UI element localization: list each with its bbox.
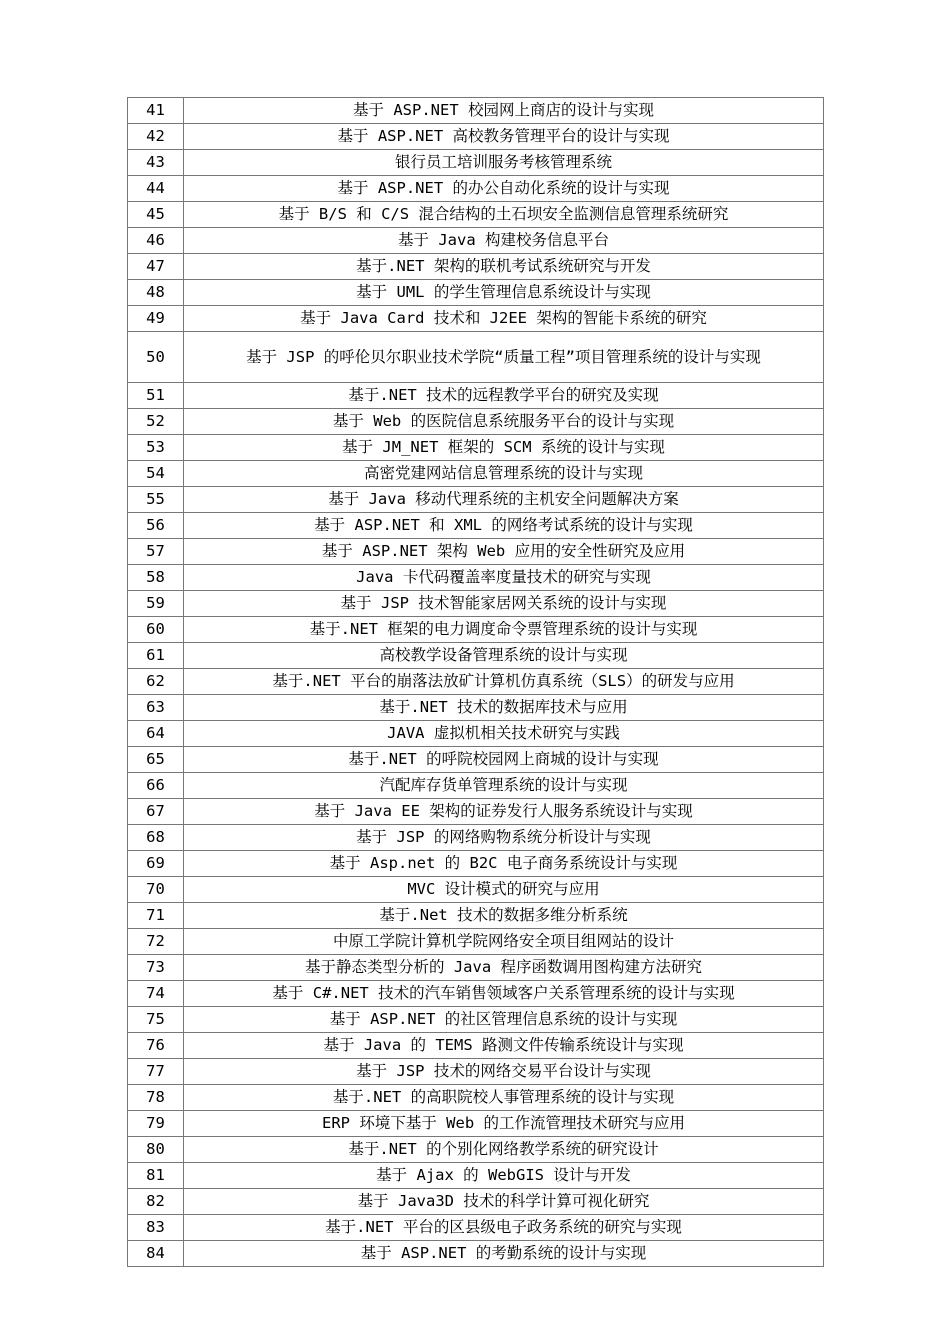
thesis-title: 基于.NET 的呼院校园网上商城的设计与实现 bbox=[184, 747, 824, 773]
thesis-title: JAVA 虚拟机相关技术研究与实践 bbox=[184, 721, 824, 747]
table-row bbox=[128, 435, 824, 461]
table-row bbox=[128, 747, 824, 773]
table-row bbox=[128, 1241, 824, 1267]
row-number: 44 bbox=[128, 176, 184, 202]
table-row bbox=[128, 981, 824, 1007]
row-number: 46 bbox=[128, 228, 184, 254]
row-number: 60 bbox=[128, 617, 184, 643]
thesis-title: 基于 ASP.NET 校园网上商店的设计与实现 bbox=[184, 98, 824, 124]
table-row bbox=[128, 150, 824, 176]
row-number: 79 bbox=[128, 1111, 184, 1137]
thesis-title: 基于.NET 平台的区县级电子政务系统的研究与实现 bbox=[184, 1215, 824, 1241]
thesis-title: 基于 Java 的 TEMS 路测文件传输系统设计与实现 bbox=[184, 1033, 824, 1059]
table-row bbox=[128, 929, 824, 955]
thesis-title: 基于 JM_NET 框架的 SCM 系统的设计与实现 bbox=[184, 435, 824, 461]
row-number: 42 bbox=[128, 124, 184, 150]
thesis-title: 基于 ASP.NET 和 XML 的网络考试系统的设计与实现 bbox=[184, 513, 824, 539]
thesis-title: 基于.NET 技术的数据库技术与应用 bbox=[184, 695, 824, 721]
row-number: 71 bbox=[128, 903, 184, 929]
thesis-title: 基于 ASP.NET 高校教务管理平台的设计与实现 bbox=[184, 124, 824, 150]
row-number: 59 bbox=[128, 591, 184, 617]
row-number: 70 bbox=[128, 877, 184, 903]
table-row bbox=[128, 721, 824, 747]
table-row bbox=[128, 955, 824, 981]
thesis-title: 基于 UML 的学生管理信息系统设计与实现 bbox=[184, 280, 824, 306]
row-number: 53 bbox=[128, 435, 184, 461]
thesis-title: 基于 ASP.NET 的社区管理信息系统的设计与实现 bbox=[184, 1007, 824, 1033]
table-row bbox=[128, 539, 824, 565]
row-number: 41 bbox=[128, 98, 184, 124]
thesis-title: 高密党建网站信息管理系统的设计与实现 bbox=[184, 461, 824, 487]
row-number: 49 bbox=[128, 306, 184, 332]
row-number: 72 bbox=[128, 929, 184, 955]
thesis-title: 基于 B/S 和 C/S 混合结构的土石坝安全监测信息管理系统研究 bbox=[184, 202, 824, 228]
row-number: 52 bbox=[128, 409, 184, 435]
table-row bbox=[128, 643, 824, 669]
table-row bbox=[128, 695, 824, 721]
row-number: 43 bbox=[128, 150, 184, 176]
table-row bbox=[128, 306, 824, 332]
thesis-title: 基于 JSP 的呼伦贝尔职业技术学院“质量工程”项目管理系统的设计与实现 bbox=[184, 332, 824, 383]
table-row bbox=[128, 332, 824, 383]
thesis-title: 基于 Java3D 技术的科学计算可视化研究 bbox=[184, 1189, 824, 1215]
thesis-title: 基于 ASP.NET 架构 Web 应用的安全性研究及应用 bbox=[184, 539, 824, 565]
row-number: 80 bbox=[128, 1137, 184, 1163]
row-number: 57 bbox=[128, 539, 184, 565]
row-number: 63 bbox=[128, 695, 184, 721]
table-row bbox=[128, 461, 824, 487]
row-number: 81 bbox=[128, 1163, 184, 1189]
table-row bbox=[128, 565, 824, 591]
table-row bbox=[128, 1007, 824, 1033]
thesis-title: 中原工学院计算机学院网络安全项目组网站的设计 bbox=[184, 929, 824, 955]
thesis-title: 基于静态类型分析的 Java 程序函数调用图构建方法研究 bbox=[184, 955, 824, 981]
row-number: 74 bbox=[128, 981, 184, 1007]
thesis-title: 基于 JSP 技术的网络交易平台设计与实现 bbox=[184, 1059, 824, 1085]
row-number: 76 bbox=[128, 1033, 184, 1059]
table-row bbox=[128, 280, 824, 306]
thesis-title: 基于.Net 技术的数据多维分析系统 bbox=[184, 903, 824, 929]
row-number: 69 bbox=[128, 851, 184, 877]
thesis-title: 高校教学设备管理系统的设计与实现 bbox=[184, 643, 824, 669]
row-number: 48 bbox=[128, 280, 184, 306]
thesis-title: 基于 Ajax 的 WebGIS 设计与开发 bbox=[184, 1163, 824, 1189]
row-number: 55 bbox=[128, 487, 184, 513]
thesis-title: 基于 Java 移动代理系统的主机安全问题解决方案 bbox=[184, 487, 824, 513]
thesis-title: 基于 Java 构建校务信息平台 bbox=[184, 228, 824, 254]
row-number: 65 bbox=[128, 747, 184, 773]
table-row bbox=[128, 617, 824, 643]
row-number: 66 bbox=[128, 773, 184, 799]
table-body bbox=[128, 98, 824, 1267]
table-row bbox=[128, 1163, 824, 1189]
table-row bbox=[128, 176, 824, 202]
table-row bbox=[128, 254, 824, 280]
row-number: 78 bbox=[128, 1085, 184, 1111]
table-row bbox=[128, 877, 824, 903]
table-row bbox=[128, 228, 824, 254]
table-row bbox=[128, 591, 824, 617]
thesis-title: 基于.NET 的个别化网络教学系统的研究设计 bbox=[184, 1137, 824, 1163]
row-number: 58 bbox=[128, 565, 184, 591]
row-number: 62 bbox=[128, 669, 184, 695]
table-row bbox=[128, 903, 824, 929]
thesis-title: 基于 ASP.NET 的办公自动化系统的设计与实现 bbox=[184, 176, 824, 202]
thesis-title: MVC 设计模式的研究与应用 bbox=[184, 877, 824, 903]
thesis-title: 基于.NET 框架的电力调度命令票管理系统的设计与实现 bbox=[184, 617, 824, 643]
thesis-title: 基于 ASP.NET 的考勤系统的设计与实现 bbox=[184, 1241, 824, 1267]
row-number: 84 bbox=[128, 1241, 184, 1267]
row-number: 68 bbox=[128, 825, 184, 851]
thesis-title: 基于 JSP 技术智能家居网关系统的设计与实现 bbox=[184, 591, 824, 617]
table-row bbox=[128, 124, 824, 150]
thesis-title: ERP 环境下基于 Web 的工作流管理技术研究与应用 bbox=[184, 1111, 824, 1137]
thesis-title: 基于.NET 平台的崩落法放矿计算机仿真系统（SLS）的研发与应用 bbox=[184, 669, 824, 695]
row-number: 61 bbox=[128, 643, 184, 669]
table-row bbox=[128, 487, 824, 513]
row-number: 54 bbox=[128, 461, 184, 487]
row-number: 47 bbox=[128, 254, 184, 280]
row-number: 75 bbox=[128, 1007, 184, 1033]
row-number: 77 bbox=[128, 1059, 184, 1085]
table-row bbox=[128, 851, 824, 877]
row-number: 67 bbox=[128, 799, 184, 825]
thesis-title: 基于.NET 的高职院校人事管理系统的设计与实现 bbox=[184, 1085, 824, 1111]
row-number: 45 bbox=[128, 202, 184, 228]
thesis-title: 基于 JSP 的网络购物系统分析设计与实现 bbox=[184, 825, 824, 851]
table-row bbox=[128, 202, 824, 228]
table-row bbox=[128, 1059, 824, 1085]
table-row bbox=[128, 1111, 824, 1137]
thesis-title: 基于 Web 的医院信息系统服务平台的设计与实现 bbox=[184, 409, 824, 435]
table-row bbox=[128, 773, 824, 799]
table-row bbox=[128, 409, 824, 435]
thesis-title: 基于.NET 技术的远程教学平台的研究及实现 bbox=[184, 383, 824, 409]
table-row bbox=[128, 1215, 824, 1241]
row-number: 51 bbox=[128, 383, 184, 409]
row-number: 50 bbox=[128, 332, 184, 383]
table-row bbox=[128, 1033, 824, 1059]
row-number: 83 bbox=[128, 1215, 184, 1241]
thesis-title-table-container bbox=[127, 97, 823, 1267]
table-row bbox=[128, 383, 824, 409]
row-number: 56 bbox=[128, 513, 184, 539]
table-row bbox=[128, 825, 824, 851]
thesis-title: Java 卡代码覆盖率度量技术的研究与实现 bbox=[184, 565, 824, 591]
table-row bbox=[128, 1085, 824, 1111]
thesis-title: 基于 Java Card 技术和 J2EE 架构的智能卡系统的研究 bbox=[184, 306, 824, 332]
thesis-title: 银行员工培训服务考核管理系统 bbox=[184, 150, 824, 176]
table-row bbox=[128, 1189, 824, 1215]
thesis-title: 基于.NET 架构的联机考试系统研究与开发 bbox=[184, 254, 824, 280]
thesis-title: 基于 Java EE 架构的证券发行人服务系统设计与实现 bbox=[184, 799, 824, 825]
row-number: 64 bbox=[128, 721, 184, 747]
table-row bbox=[128, 513, 824, 539]
table-row bbox=[128, 1137, 824, 1163]
table-row bbox=[128, 799, 824, 825]
table-row bbox=[128, 98, 824, 124]
thesis-title: 基于 Asp.net 的 B2C 电子商务系统设计与实现 bbox=[184, 851, 824, 877]
thesis-title: 基于 C#.NET 技术的汽车销售领域客户关系管理系统的设计与实现 bbox=[184, 981, 824, 1007]
table-row bbox=[128, 669, 824, 695]
row-number: 82 bbox=[128, 1189, 184, 1215]
thesis-title: 汽配库存货单管理系统的设计与实现 bbox=[184, 773, 824, 799]
thesis-title-table bbox=[127, 97, 824, 1267]
row-number: 73 bbox=[128, 955, 184, 981]
